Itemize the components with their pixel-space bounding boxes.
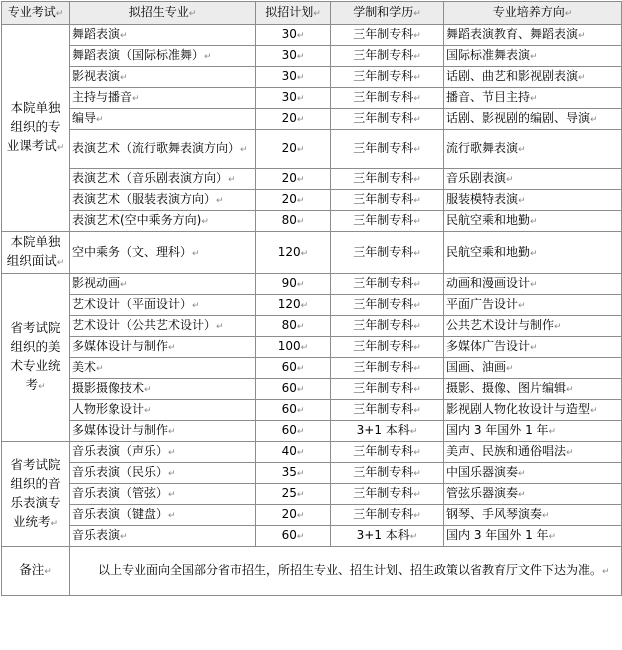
major-cell: 影视表演↵ (70, 67, 256, 88)
paragraph-mark-icon: ↵ (413, 31, 421, 41)
paragraph-mark-icon: ↵ (554, 322, 562, 332)
exam-category: 省考试院组织的美术专业统考↵ (2, 274, 70, 442)
paragraph-mark-icon: ↵ (413, 385, 421, 395)
paragraph-mark-icon: ↵ (296, 217, 305, 227)
plan-cell: 120↵ (256, 232, 331, 274)
paragraph-mark-icon: ↵ (566, 385, 574, 395)
paragraph-mark-icon: ↵ (530, 280, 538, 290)
exam-category: 省考试院组织的音乐表演专业统考↵ (2, 442, 70, 547)
direction-cell: 流行歌舞表演↵ (444, 130, 622, 169)
plan-cell: 30↵ (256, 25, 331, 46)
table-row (2, 109, 622, 130)
paragraph-mark-icon: ↵ (37, 382, 46, 392)
plan-cell: 30↵ (256, 46, 331, 67)
direction-cell: 服装模特表演↵ (444, 190, 622, 211)
paragraph-mark-icon: ↵ (55, 9, 64, 19)
plan-cell: 20↵ (256, 169, 331, 190)
table-row (2, 463, 622, 484)
plan-cell: 60↵ (256, 358, 331, 379)
table-row (2, 484, 622, 505)
major-cell: 空中乘务（文、理科）↵ (70, 232, 256, 274)
paragraph-mark-icon: ↵ (296, 385, 305, 395)
plan-cell: 40↵ (256, 442, 331, 463)
note-text: 以上专业面向全国部分省市招生，所招生专业、招生计划、招生政策以省教育厅文件下达为准。↵ (70, 547, 622, 596)
length-cell: 三年制专科↵ (331, 232, 444, 274)
paragraph-mark-icon: ↵ (216, 196, 224, 206)
length-cell: 3+1 本科↵ (331, 421, 444, 442)
paragraph-mark-icon: ↵ (296, 427, 305, 437)
header-major: 拟招生专业↵ (70, 2, 256, 25)
plan-cell: 120↵ (256, 295, 331, 316)
length-cell: 三年制专科↵ (331, 505, 444, 526)
plan-cell: 60↵ (256, 421, 331, 442)
table-row (2, 526, 622, 547)
paragraph-mark-icon: ↵ (578, 73, 586, 83)
major-cell: 表演艺术（服装表演方向）↵ (70, 190, 256, 211)
paragraph-mark-icon: ↵ (120, 31, 128, 41)
paragraph-mark-icon: ↵ (602, 566, 610, 577)
paragraph-mark-icon: ↵ (566, 448, 574, 458)
paragraph-mark-icon: ↵ (413, 469, 421, 479)
paragraph-mark-icon: ↵ (413, 343, 421, 353)
paragraph-mark-icon: ↵ (542, 511, 550, 521)
paragraph-mark-icon: ↵ (564, 9, 573, 19)
table-row (2, 358, 622, 379)
major-cell: 音乐表演（声乐）↵ (70, 442, 256, 463)
table-row (2, 400, 622, 421)
paragraph-mark-icon: ↵ (518, 145, 526, 155)
plan-cell: 20↵ (256, 505, 331, 526)
direction-cell: 摄影、摄像、图片编辑↵ (444, 379, 622, 400)
length-cell: 三年制专科↵ (331, 337, 444, 358)
paragraph-mark-icon: ↵ (296, 490, 305, 500)
length-cell: 三年制专科↵ (331, 67, 444, 88)
paragraph-mark-icon: ↵ (144, 406, 152, 416)
paragraph-mark-icon: ↵ (300, 343, 309, 353)
table-row (2, 190, 622, 211)
paragraph-mark-icon: ↵ (413, 145, 421, 155)
paragraph-mark-icon: ↵ (296, 406, 305, 416)
paragraph-mark-icon: ↵ (188, 9, 197, 19)
length-cell: 三年制专科↵ (331, 190, 444, 211)
direction-cell: 话剧、影视剧的编剧、导演↵ (444, 109, 622, 130)
paragraph-mark-icon: ↵ (168, 469, 176, 479)
major-cell: 表演艺术（流行歌舞表演方向）↵ (70, 130, 256, 169)
paragraph-mark-icon: ↵ (56, 143, 65, 153)
paragraph-mark-icon: ↵ (296, 322, 305, 332)
direction-cell: 民航空乘和地勤↵ (444, 211, 622, 232)
table-row (2, 295, 622, 316)
direction-cell: 平面广告设计↵ (444, 295, 622, 316)
major-cell: 音乐表演（民乐）↵ (70, 463, 256, 484)
length-cell: 三年制专科↵ (331, 25, 444, 46)
plan-cell: 20↵ (256, 190, 331, 211)
paragraph-mark-icon: ↵ (300, 301, 309, 311)
direction-cell: 公共艺术设计与制作↵ (444, 316, 622, 337)
direction-cell: 影视剧人物化妆设计与造型↵ (444, 400, 622, 421)
paragraph-mark-icon: ↵ (590, 406, 598, 416)
header-exam-type: 专业考试↵ (2, 2, 70, 25)
paragraph-mark-icon: ↵ (50, 518, 59, 529)
length-cell: 三年制专科↵ (331, 109, 444, 130)
paragraph-mark-icon: ↵ (313, 9, 321, 19)
length-cell: 三年制专科↵ (331, 379, 444, 400)
direction-cell: 钢琴、手风琴演奏↵ (444, 505, 622, 526)
direction-cell: 国际标准舞表演↵ (444, 46, 622, 67)
paragraph-mark-icon: ↵ (530, 343, 538, 353)
major-cell: 表演艺术（音乐剧表演方向）↵ (70, 169, 256, 190)
paragraph-mark-icon: ↵ (296, 73, 305, 83)
major-cell: 艺术设计（公共艺术设计）↵ (70, 316, 256, 337)
major-cell: 主持与播音↵ (70, 88, 256, 109)
major-cell: 音乐表演（管弦）↵ (70, 484, 256, 505)
major-cell: 舞蹈表演↵ (70, 25, 256, 46)
paragraph-mark-icon: ↵ (296, 448, 305, 458)
table-row (2, 211, 622, 232)
note-row (2, 547, 622, 596)
length-cell: 三年制专科↵ (331, 88, 444, 109)
paragraph-mark-icon: ↵ (518, 490, 526, 500)
table-row (2, 421, 622, 442)
major-cell: 影视动画↵ (70, 274, 256, 295)
length-cell: 三年制专科↵ (331, 484, 444, 505)
direction-cell: 国画、油画↵ (444, 358, 622, 379)
paragraph-mark-icon: ↵ (296, 145, 305, 155)
length-cell: 三年制专科↵ (331, 358, 444, 379)
table-row (2, 442, 622, 463)
paragraph-mark-icon: ↵ (413, 94, 421, 104)
paragraph-mark-icon: ↵ (506, 364, 514, 374)
paragraph-mark-icon: ↵ (518, 469, 526, 479)
paragraph-mark-icon: ↵ (96, 115, 104, 125)
direction-cell: 国内 3 年国外 1 年↵ (444, 526, 622, 547)
direction-cell: 民航空乘和地勤↵ (444, 232, 622, 274)
plan-cell: 100↵ (256, 337, 331, 358)
plan-cell: 20↵ (256, 109, 331, 130)
major-cell: 多媒体设计与制作↵ (70, 337, 256, 358)
plan-cell: 20↵ (256, 130, 331, 169)
table-row (2, 25, 622, 46)
header-plan: 拟招计划↵ (256, 2, 331, 25)
length-cell: 三年制专科↵ (331, 442, 444, 463)
plan-cell: 80↵ (256, 211, 331, 232)
paragraph-mark-icon: ↵ (506, 175, 514, 185)
direction-cell: 多媒体广告设计↵ (444, 337, 622, 358)
paragraph-mark-icon: ↵ (296, 196, 305, 206)
paragraph-mark-icon: ↵ (530, 94, 538, 104)
header-row (2, 2, 622, 25)
paragraph-mark-icon: ↵ (204, 52, 212, 62)
exam-category: 本院单独组织的专业课考试↵ (2, 25, 70, 232)
paragraph-mark-icon: ↵ (413, 196, 421, 206)
table-row (2, 88, 622, 109)
paragraph-mark-icon: ↵ (296, 175, 305, 185)
plan-cell: 30↵ (256, 88, 331, 109)
length-cell: 三年制专科↵ (331, 211, 444, 232)
paragraph-mark-icon: ↵ (192, 248, 200, 259)
paragraph-mark-icon: ↵ (168, 511, 176, 521)
major-cell: 多媒体设计与制作↵ (70, 421, 256, 442)
direction-cell: 播音、节目主持↵ (444, 88, 622, 109)
major-cell: 音乐表演↵ (70, 526, 256, 547)
table-row (2, 67, 622, 88)
plan-cell: 60↵ (256, 526, 331, 547)
paragraph-mark-icon: ↵ (201, 217, 209, 227)
major-cell: 摄影摄像技术↵ (70, 379, 256, 400)
direction-cell: 话剧、曲艺和影视剧表演↵ (444, 67, 622, 88)
direction-cell: 管弦乐器演奏↵ (444, 484, 622, 505)
paragraph-mark-icon: ↵ (132, 94, 140, 104)
paragraph-mark-icon: ↵ (413, 280, 421, 290)
paragraph-mark-icon: ↵ (548, 427, 557, 437)
length-cell: 三年制专科↵ (331, 274, 444, 295)
direction-cell: 中国乐器演奏↵ (444, 463, 622, 484)
enrollment-table (1, 1, 622, 596)
paragraph-mark-icon: ↵ (413, 73, 421, 83)
paragraph-mark-icon: ↵ (413, 52, 421, 62)
header-direction: 专业培养方向↵ (444, 2, 622, 25)
paragraph-mark-icon: ↵ (413, 364, 421, 374)
header-length: 学制和学历↵ (331, 2, 444, 25)
paragraph-mark-icon: ↵ (530, 248, 538, 259)
length-cell: 三年制专科↵ (331, 130, 444, 169)
paragraph-mark-icon: ↵ (518, 301, 526, 311)
paragraph-mark-icon: ↵ (413, 248, 421, 259)
paragraph-mark-icon: ↵ (413, 175, 421, 185)
paragraph-mark-icon: ↵ (296, 469, 305, 479)
paragraph-mark-icon: ↵ (409, 532, 418, 542)
paragraph-mark-icon: ↵ (56, 258, 65, 268)
direction-cell: 美声、民族和通俗唱法↵ (444, 442, 622, 463)
major-cell: 艺术设计（平面设计）↵ (70, 295, 256, 316)
paragraph-mark-icon: ↵ (409, 427, 418, 437)
paragraph-mark-icon: ↵ (296, 532, 305, 542)
length-cell: 三年制专科↵ (331, 169, 444, 190)
paragraph-mark-icon: ↵ (96, 364, 104, 374)
paragraph-mark-icon: ↵ (413, 490, 421, 500)
table-row (2, 379, 622, 400)
length-cell: 3+1 本科↵ (331, 526, 444, 547)
direction-cell: 舞蹈表演教育、舞蹈表演↵ (444, 25, 622, 46)
direction-cell: 音乐剧表演↵ (444, 169, 622, 190)
length-cell: 三年制专科↵ (331, 295, 444, 316)
paragraph-mark-icon: ↵ (44, 567, 52, 577)
table-row (2, 130, 622, 169)
paragraph-mark-icon: ↵ (120, 532, 128, 542)
paragraph-mark-icon: ↵ (296, 364, 305, 374)
paragraph-mark-icon: ↵ (216, 322, 224, 332)
major-cell: 编导↵ (70, 109, 256, 130)
table-row (2, 505, 622, 526)
length-cell: 三年制专科↵ (331, 316, 444, 337)
major-cell: 人物形象设计↵ (70, 400, 256, 421)
table-row (2, 337, 622, 358)
paragraph-mark-icon: ↵ (168, 427, 176, 437)
paragraph-mark-icon: ↵ (548, 532, 557, 542)
paragraph-mark-icon: ↵ (413, 322, 421, 332)
paragraph-mark-icon: ↵ (168, 490, 176, 500)
paragraph-mark-icon: ↵ (296, 511, 305, 521)
paragraph-mark-icon: ↵ (296, 280, 305, 290)
plan-cell: 80↵ (256, 316, 331, 337)
paragraph-mark-icon: ↵ (413, 301, 421, 311)
major-cell: 美术↵ (70, 358, 256, 379)
plan-cell: 90↵ (256, 274, 331, 295)
table-row (2, 232, 622, 274)
paragraph-mark-icon: ↵ (240, 145, 248, 155)
plan-cell: 60↵ (256, 379, 331, 400)
paragraph-mark-icon: ↵ (120, 73, 128, 83)
paragraph-mark-icon: ↵ (296, 115, 305, 125)
paragraph-mark-icon: ↵ (578, 31, 586, 41)
paragraph-mark-icon: ↵ (413, 217, 421, 227)
plan-cell: 25↵ (256, 484, 331, 505)
note-label: 备注↵ (2, 547, 70, 596)
paragraph-mark-icon: ↵ (296, 94, 305, 104)
paragraph-mark-icon: ↵ (413, 511, 421, 521)
plan-cell: 60↵ (256, 400, 331, 421)
direction-cell: 国内 3 年国外 1 年↵ (444, 421, 622, 442)
paragraph-mark-icon: ↵ (413, 115, 421, 125)
paragraph-mark-icon: ↵ (168, 343, 176, 353)
paragraph-mark-icon: ↵ (413, 9, 421, 19)
paragraph-mark-icon: ↵ (518, 196, 526, 206)
major-cell: 表演艺术(空中乘务方向)↵ (70, 211, 256, 232)
major-cell: 音乐表演（键盘）↵ (70, 505, 256, 526)
length-cell: 三年制专科↵ (331, 46, 444, 67)
paragraph-mark-icon: ↵ (192, 301, 200, 311)
paragraph-mark-icon: ↵ (300, 248, 309, 259)
paragraph-mark-icon: ↵ (413, 448, 421, 458)
major-cell: 舞蹈表演（国际标准舞）↵ (70, 46, 256, 67)
paragraph-mark-icon: ↵ (590, 115, 598, 125)
paragraph-mark-icon: ↵ (530, 217, 538, 227)
table-row (2, 274, 622, 295)
direction-cell: 动画和漫画设计↵ (444, 274, 622, 295)
plan-cell: 35↵ (256, 463, 331, 484)
length-cell: 三年制专科↵ (331, 400, 444, 421)
paragraph-mark-icon: ↵ (530, 52, 538, 62)
paragraph-mark-icon: ↵ (413, 406, 421, 416)
table-row (2, 316, 622, 337)
paragraph-mark-icon: ↵ (120, 280, 128, 290)
paragraph-mark-icon: ↵ (168, 448, 176, 458)
paragraph-mark-icon: ↵ (296, 52, 305, 62)
paragraph-mark-icon: ↵ (144, 385, 152, 395)
table-row (2, 169, 622, 190)
length-cell: 三年制专科↵ (331, 463, 444, 484)
plan-cell: 30↵ (256, 67, 331, 88)
exam-category: 本院单独组织面试↵ (2, 232, 70, 274)
table-row (2, 46, 622, 67)
paragraph-mark-icon: ↵ (296, 31, 305, 41)
paragraph-mark-icon: ↵ (228, 175, 236, 185)
